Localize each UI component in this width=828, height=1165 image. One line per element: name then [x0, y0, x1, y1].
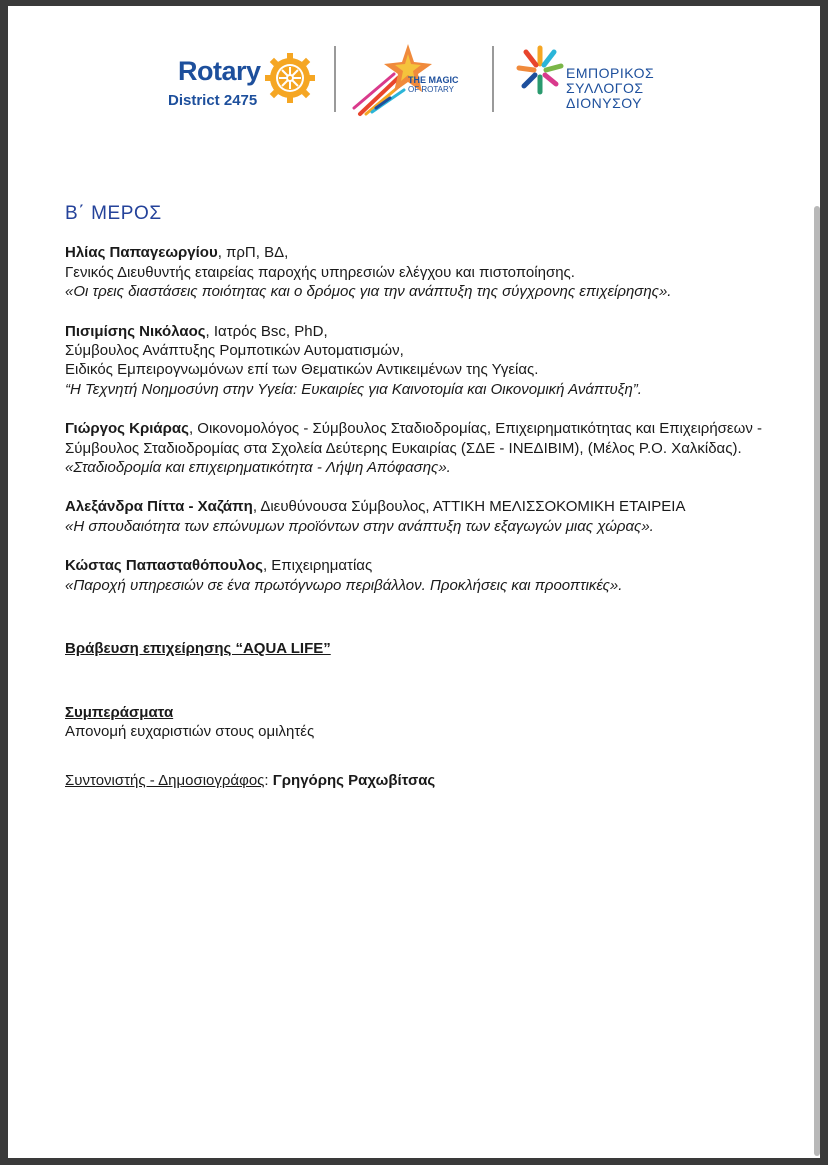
- speaker-role: , Οικονομολόγος - Σύμβουλος Σταδιοδρομίας, Επιχειρηματικότητας και Επιχειρήσεων - Σύμβουλος Σταδιοδρομίας στα Σχολεία Δεύτερης Ευκαιρίας (ΣΔΕ - ΙΝΕΔΙΒΙΜ), (Μέλος Ρ.Ο. Χαλκίδας).: [65, 420, 762, 457]
- speaker-name: Αλεξάνδρα Πίττα - Χαζάπη: [65, 498, 253, 516]
- rotary-district: District 2475: [168, 92, 258, 109]
- emporikos-line1: ΕΜΠΟΡΙΚΟΣ: [566, 65, 655, 81]
- speaker-entry: [65, 497, 765, 536]
- conclusions-heading: Συμπεράσματα: [65, 703, 174, 721]
- document-page: [8, 6, 820, 1158]
- document-body: [65, 204, 765, 806]
- section-title: Β΄ ΜΕΡΟΣ: [65, 203, 162, 224]
- speaker-role: , Διευθύνουσα Σύμβουλος, ΑΤΤΙΚΗ ΜΕΛΙΣΣΟΚΟΜΙΚΗ ΕΤΑΙΡΕΙΑ: [252, 498, 686, 516]
- vertical-scrollbar[interactable]: [814, 206, 820, 1156]
- emporikos-burst-icon: [514, 44, 566, 96]
- conclusions-text: Απονομή ευχαριστιών στους ομιλητές: [65, 722, 315, 740]
- rotary-wordmark: Rotary: [178, 56, 261, 86]
- speaker-talk-title: «Οι τρεις διαστάσεις ποιότητας και ο δρόμος για την ανάπτυξη της σύγχρονης επιχείρησης».: [65, 283, 672, 301]
- speaker-name: Κώστας Παπασταθόπουλος: [65, 557, 263, 575]
- speaker-talk-title: “Η Τεχνητή Νοημοσύνη στην Υγεία: Ευκαιρίες για Καινοτομία και Οικονομική Ανάπτυξη”.: [65, 380, 642, 398]
- emporikos-line2: ΣΥΛΛΟΓΟΣ: [566, 80, 644, 96]
- speaker-role: Ειδικός Εμπειρογνωμόνων επί των Θεματικών Αντικειμένων της Υγείας.: [65, 361, 539, 379]
- speaker-entry: [65, 419, 765, 477]
- speaker-name: Πισιμίσης Νικόλαος: [65, 322, 206, 340]
- speaker-role: , πρΠ, ΒΔ,: [217, 244, 289, 262]
- speaker-name: Ηλίας Παπαγεωργίου: [65, 244, 218, 262]
- speaker-entry: [65, 243, 765, 301]
- header-logos: [8, 42, 820, 122]
- logo-divider: [334, 46, 336, 112]
- emporikos-line3: ΔΙΟΝΥΣΟΥ: [566, 95, 643, 111]
- speaker-talk-title: «Παροχή υπηρεσιών σε ένα πρωτόγνωρο περιβάλλον. Προκλήσεις και προοπτικές».: [65, 576, 623, 594]
- emporikos-syllogos-logo: [514, 44, 664, 120]
- moderator-label: Συντονιστής - Δημοσιογράφος: [65, 772, 265, 790]
- speaker-talk-title: «Η σπουδαιότητα των επώνυμων προϊόντων στην ανάπτυξη των εξαγωγών μιας χώρας».: [65, 517, 654, 535]
- magic-of-rotary-label: [408, 76, 459, 94]
- speaker-role: Γενικός Διευθυντής εταιρείας παροχής υπηρεσιών ελέγχου και πιστοποίησης.: [65, 263, 575, 281]
- moderator-colon: :: [264, 772, 273, 790]
- rotary-wheel-icon: [264, 52, 316, 104]
- moderator-line: [65, 771, 765, 790]
- emporikos-text: [566, 66, 654, 111]
- speaker-talk-title: «Σταδιοδρομία και επιχειρηματικότητα - Λήψη Απόφασης».: [65, 459, 451, 477]
- magic-line1: THE MAGIC: [408, 75, 459, 85]
- speaker-entry: [65, 556, 765, 595]
- speaker-name: Γιώργος Κριάρας: [65, 420, 189, 438]
- logo-divider: [492, 46, 494, 112]
- speaker-role: , Επιχειρηματίας: [262, 557, 373, 575]
- speaker-role: Σύμβουλος Ανάπτυξης Ρομποτικών Αυτοματισμών,: [65, 342, 404, 360]
- moderator-name: Γρηγόρης Ραχωβίτσας: [272, 772, 436, 790]
- speaker-entry: [65, 322, 765, 400]
- magic-line2: OF ROTARY: [408, 85, 454, 94]
- speaker-role: , Ιατρός Bsc, PhD,: [205, 322, 328, 340]
- award-heading: Βράβευση επιχείρησης “AQUA LIFE”: [65, 640, 331, 658]
